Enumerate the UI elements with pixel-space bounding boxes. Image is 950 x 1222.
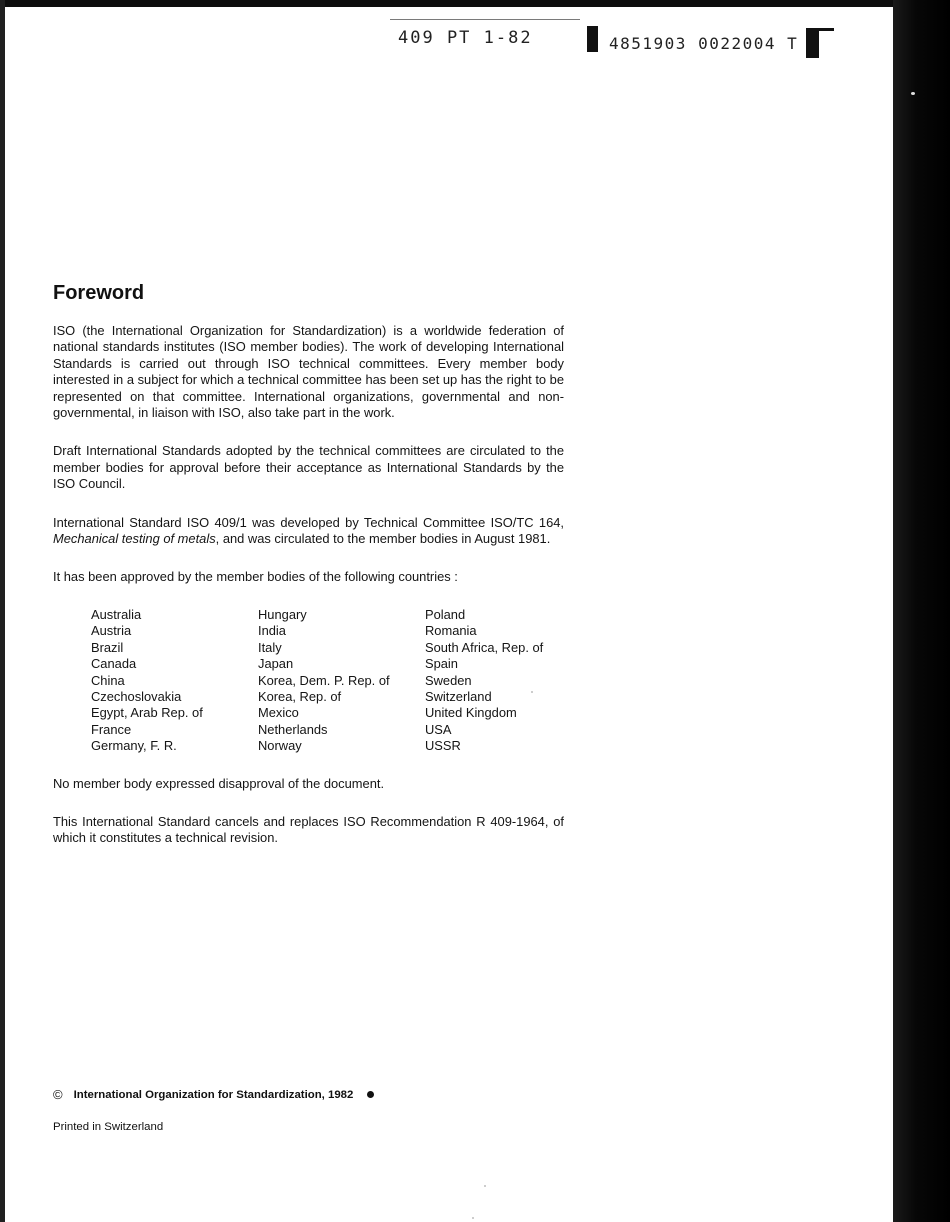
bullet-dot-icon xyxy=(367,1091,374,1098)
country-item: Norway xyxy=(258,738,302,754)
country-item: Austria xyxy=(91,623,132,639)
country-item: Japan xyxy=(258,656,294,672)
country-item: Italy xyxy=(258,639,282,655)
country-item: Germany, F. R. xyxy=(91,738,177,754)
development-text-start: International Standard ISO 409/1 was developed by Technical Committee ISO/TC 164, xyxy=(53,514,564,530)
paragraph-replacement: This International Standard cancels and replaces ISO Recommendation R 409-1964, of which it constitutes a technical revision. xyxy=(53,813,564,846)
country-item: Egypt, Arab Rep. of xyxy=(91,705,203,721)
catalog-id: 4851903 0022004 T xyxy=(609,34,799,53)
country-item: Poland xyxy=(425,606,466,622)
country-item: Brazil xyxy=(91,639,124,655)
registration-mark-right xyxy=(806,28,819,58)
country-item: France xyxy=(91,721,132,737)
page-footer xyxy=(53,1087,374,1133)
country-item: Hungary xyxy=(258,606,307,622)
paragraph-approval: It has been approved by the member bodies of the following countries : xyxy=(53,569,458,585)
country-item: Spain xyxy=(425,656,458,672)
country-item: USSR xyxy=(425,738,461,754)
scan-speck xyxy=(472,1217,474,1219)
printed-in: Printed in Switzerland xyxy=(53,1121,164,1133)
scan-right-border xyxy=(893,0,950,1222)
scan-left-border xyxy=(0,0,5,1222)
scan-speck xyxy=(911,92,915,95)
copyright-line xyxy=(53,1087,374,1102)
paragraph-iso-intro: ISO (the International Organization for Standardization) is a worldwide federation of national standards institutes (ISO member bodies). The work of developing International Standards is carried out through ISO technical committees. Every member body interested in a subject for which a technical committee has been set up has the right to be represented on that committee. International organizations, governmental and non-governmental, in liaison with ISO, also take part in the work. xyxy=(53,323,564,421)
country-item: Switzerland xyxy=(425,688,492,704)
country-item: Czechoslovakia xyxy=(91,688,182,704)
country-item: South Africa, Rep. of xyxy=(425,639,544,655)
country-item: Netherlands xyxy=(258,721,328,737)
registration-mark-right-cap xyxy=(806,28,834,31)
copyright-icon: © xyxy=(53,1087,63,1102)
scan-top-border xyxy=(0,0,950,7)
country-item: Mexico xyxy=(258,705,299,721)
header-rule xyxy=(390,19,580,20)
paragraph-draft-standards: Draft International Standards adopted by the technical committees are circulated to the member bodies for approval before their acceptance as International Standards by the ISO Council. xyxy=(53,443,564,492)
country-item: Sweden xyxy=(425,672,472,688)
copyright-text: International Organization for Standardization, 1982 xyxy=(73,1088,354,1101)
country-item: Romania xyxy=(425,623,477,639)
country-item: Canada xyxy=(91,656,137,672)
registration-mark-left xyxy=(587,26,598,52)
country-item: USA xyxy=(425,721,452,737)
committee-title: Mechanical testing of metals xyxy=(53,531,216,547)
scan-speck xyxy=(484,1185,486,1187)
country-list xyxy=(91,607,564,755)
paragraph-development xyxy=(53,515,564,548)
country-item: Australia xyxy=(91,606,142,622)
page-title: Foreword xyxy=(53,282,145,304)
country-item: India xyxy=(258,623,286,639)
development-text-end: , and was circulated to the member bodies in August 1981. xyxy=(215,531,551,547)
country-item: China xyxy=(91,672,125,688)
paragraph-no-disapproval: No member body expressed disapproval of the document. xyxy=(53,775,385,791)
foreword-section xyxy=(53,282,564,869)
country-item: Korea, Dem. P. Rep. of xyxy=(258,672,390,688)
country-item: United Kingdom xyxy=(425,705,517,721)
country-item: Korea, Rep. of xyxy=(258,688,342,704)
document-code: 409 PT 1-82 xyxy=(398,28,533,48)
